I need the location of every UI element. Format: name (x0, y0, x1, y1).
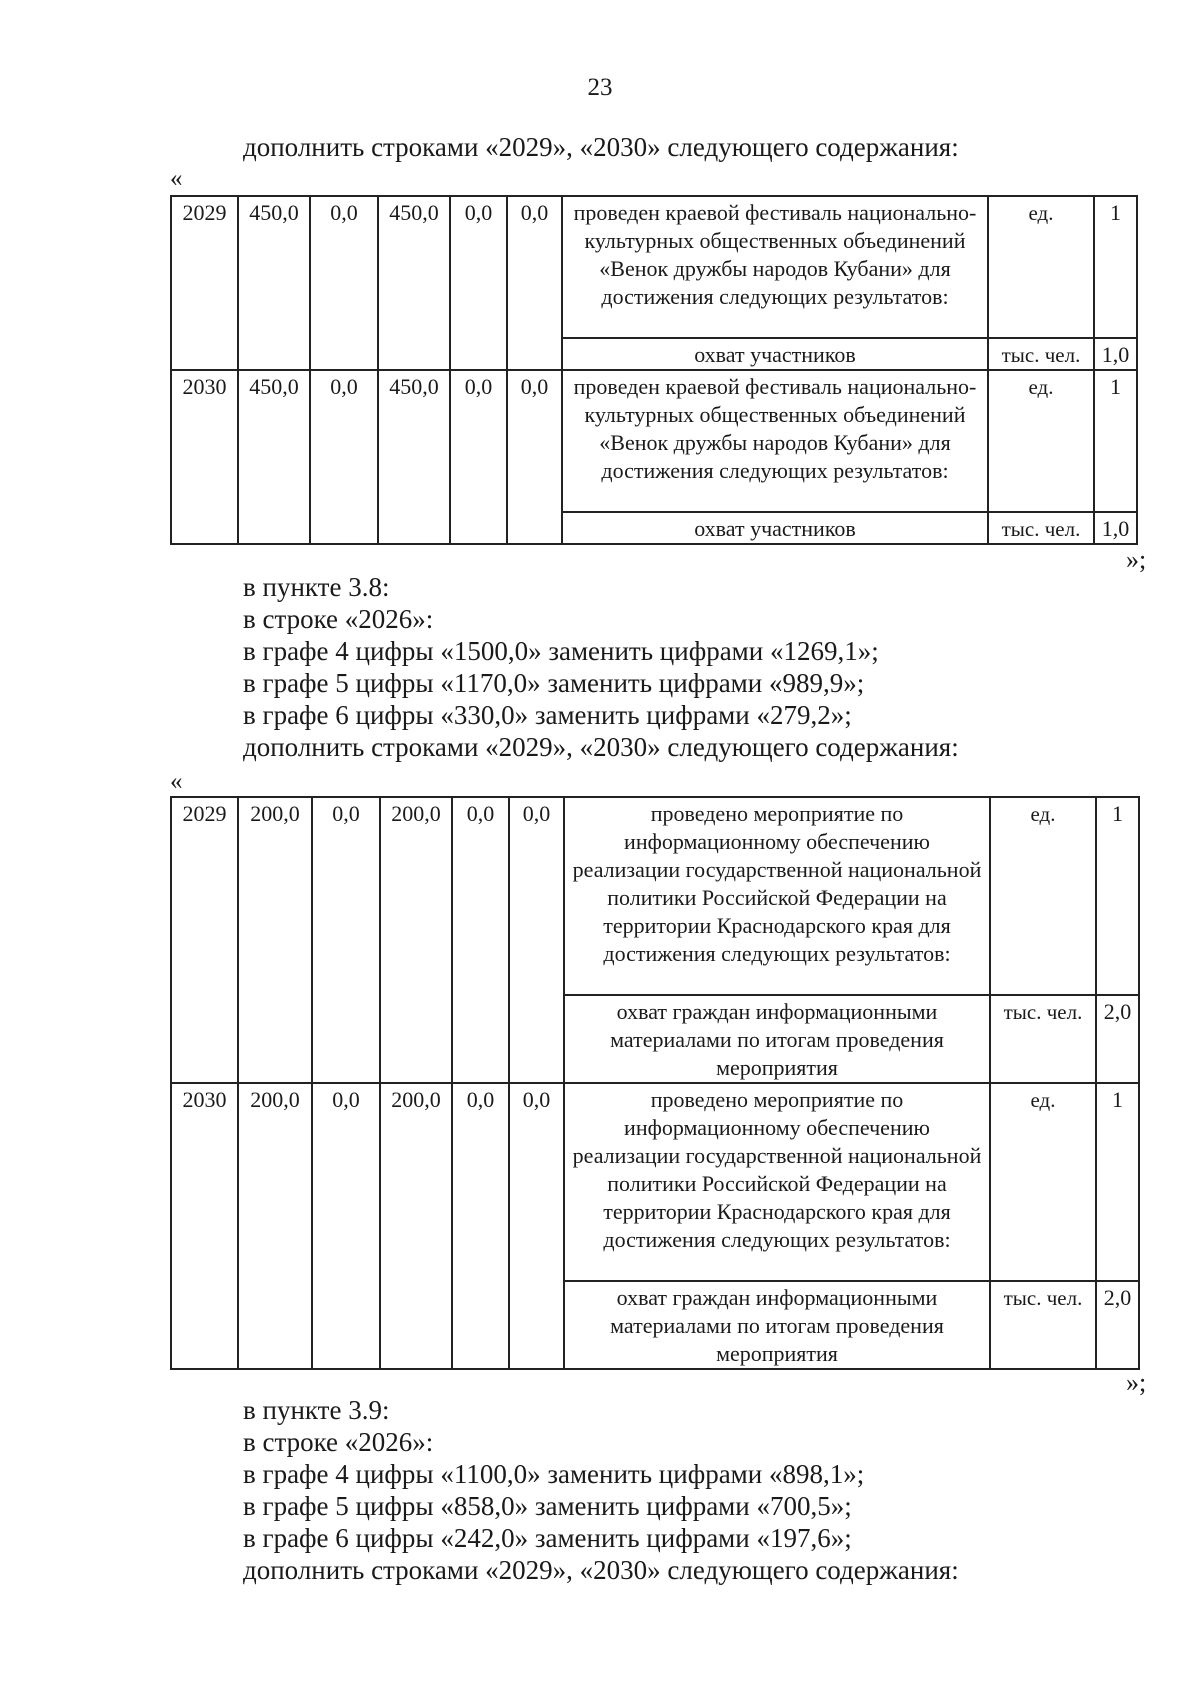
result-unit: ед. (988, 370, 1094, 512)
indicator-value: 2,0 (1096, 995, 1139, 1083)
value-cell: 450,0 (378, 370, 450, 544)
value-cell: 0,0 (507, 196, 562, 370)
section-line: в строке «2026»: (243, 604, 434, 634)
result-value: 1 (1094, 370, 1137, 512)
section-line: в графе 4 цифры «1500,0» заменить цифрами «1269,1»; (243, 636, 879, 666)
value-cell: 0,0 (452, 797, 509, 1083)
value-cell: 0,0 (450, 370, 507, 544)
value-cell: 200,0 (380, 1083, 452, 1369)
table-row (171, 196, 1137, 338)
open-quote-1: « (170, 165, 183, 192)
section-line: в графе 6 цифры «330,0» заменить цифрами «279,2»; (243, 700, 852, 730)
table-row (171, 797, 1139, 995)
value-cell: 450,0 (238, 196, 310, 370)
table-row (171, 1083, 1139, 1281)
value-cell: 0,0 (509, 797, 564, 1083)
section-line: в графе 4 цифры «1100,0» заменить цифрами «898,1»; (243, 1459, 865, 1489)
indicator-unit: тыс. чел. (990, 995, 1096, 1083)
result-description: проведено мероприятие по информационному обеспечению реализации государственной национальной политики Российской Федерации на территории Краснодарского края для достижения следующих результатов: (564, 1083, 990, 1281)
value-cell: 200,0 (380, 797, 452, 1083)
intro-line: дополнить строками «2029», «2030» следующего содержания: (243, 132, 959, 162)
value-cell: 0,0 (452, 1083, 509, 1369)
value-cell: 450,0 (238, 370, 310, 544)
result-description: проведено мероприятие по информационному обеспечению реализации государственной национальной политики Российской Федерации на территории Краснодарского края для достижения следующих результатов: (564, 797, 990, 995)
year-cell: 2029 (171, 196, 238, 370)
result-unit: ед. (990, 797, 1096, 995)
indicator-description: охват граждан информационными материалами по итогам проведения мероприятия (564, 1281, 990, 1369)
result-description: проведен краевой фестиваль национально-культурных общественных объединений «Венок дружбы народов Кубани» для достижения следующих результатов: (562, 196, 988, 338)
value-cell: 0,0 (450, 196, 507, 370)
close-quote-2: »; (1126, 1368, 1147, 1397)
value-cell: 0,0 (310, 370, 378, 544)
indicator-description: охват участников (562, 338, 988, 370)
value-cell: 200,0 (238, 797, 312, 1083)
value-cell: 450,0 (378, 196, 450, 370)
section-line: в строке «2026»: (243, 1427, 434, 1457)
indicator-description: охват граждан информационными материалами по итогам проведения мероприятия (564, 995, 990, 1083)
value-cell: 0,0 (507, 370, 562, 544)
value-cell: 0,0 (312, 797, 380, 1083)
open-quote-2: « (170, 768, 183, 795)
value-cell: 0,0 (509, 1083, 564, 1369)
indicator-description: охват участников (562, 512, 988, 544)
section-line: в графе 6 цифры «242,0» заменить цифрами «197,6»; (243, 1523, 852, 1553)
result-description: проведен краевой фестиваль национально-культурных общественных объединений «Венок дружбы народов Кубани» для достижения следующих результатов: (562, 370, 988, 512)
indicator-value: 1,0 (1094, 338, 1137, 370)
section-line: в графе 5 цифры «1170,0» заменить цифрами «989,9»; (243, 668, 865, 698)
indicator-value: 2,0 (1096, 1281, 1139, 1369)
table-row (171, 370, 1137, 512)
value-cell: 200,0 (238, 1083, 312, 1369)
section-line: в пункте 3.9: (243, 1395, 390, 1425)
indicator-unit: тыс. чел. (988, 512, 1094, 544)
close-quote-1: »; (1126, 545, 1147, 574)
indicator-value: 1,0 (1094, 512, 1137, 544)
year-cell: 2030 (171, 370, 238, 544)
year-cell: 2030 (171, 1083, 238, 1369)
amendment-table-2 (170, 796, 1140, 1370)
section-line: в графе 5 цифры «858,0» заменить цифрами «700,5»; (243, 1491, 852, 1521)
section-line: дополнить строками «2029», «2030» следующего содержания: (243, 1555, 959, 1585)
section-line: дополнить строками «2029», «2030» следующего содержания: (243, 732, 959, 762)
section-line: в пункте 3.8: (243, 572, 390, 602)
amendment-table-1 (170, 195, 1138, 545)
indicator-unit: тыс. чел. (988, 338, 1094, 370)
result-unit: ед. (988, 196, 1094, 338)
result-unit: ед. (990, 1083, 1096, 1281)
year-cell: 2029 (171, 797, 238, 1083)
result-value: 1 (1096, 797, 1139, 995)
value-cell: 0,0 (312, 1083, 380, 1369)
value-cell: 0,0 (310, 196, 378, 370)
indicator-unit: тыс. чел. (990, 1281, 1096, 1369)
result-value: 1 (1094, 196, 1137, 338)
page-number: 23 (587, 74, 613, 101)
result-value: 1 (1096, 1083, 1139, 1281)
